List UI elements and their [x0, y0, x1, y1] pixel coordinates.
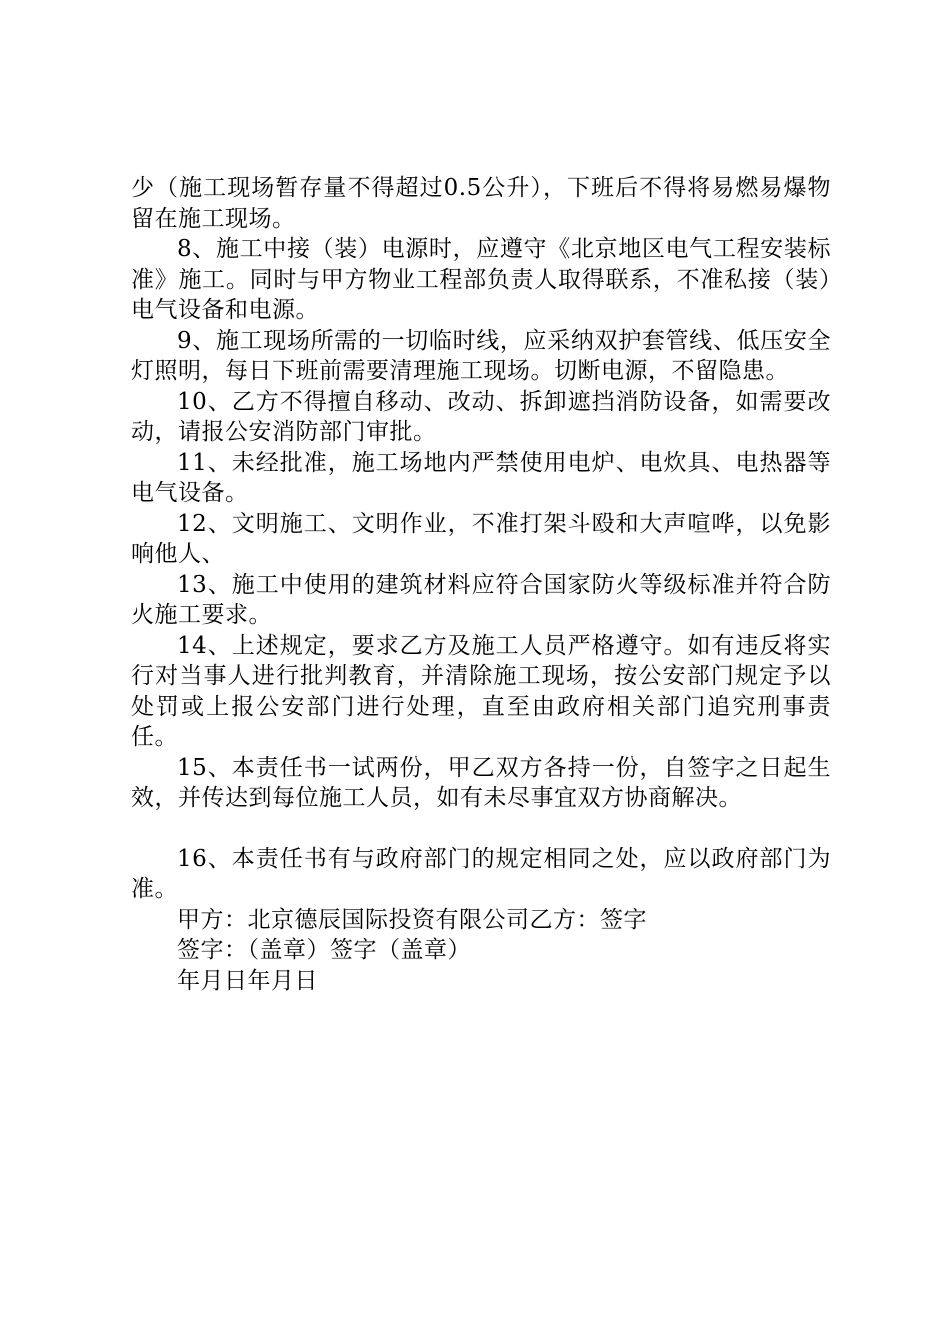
paragraph-continuation: 少（施工现场暂存量不得超过0.5公升），下班后不得将易燃易爆物留在施工现场。 — [131, 175, 831, 232]
paragraph-item-9: 9、施工现场所需的一切临时线，应采纳双护套管线、低压安全灯照明，每日下班前需要清理施工现场。切断电源，不留隐患。 — [131, 327, 831, 384]
paragraph-item-8: 8、施工中接（装）电源时，应遵守《北京地区电气工程安装标准》施工。同时与甲方物业工程部负责人取得联系，不准私接（装）电气设备和电源。 — [131, 236, 831, 323]
paragraph-item-15: 15、本责任书一试两份，甲乙双方各持一份，自签字之日起生效，并传达到每位施工人员，如有未尽事宜双方协商解决。 — [131, 754, 831, 811]
signature-date-line: 年月日年月日 — [177, 967, 318, 994]
paragraph-item-12: 12、文明施工、文明作业，不准打架斗殴和大声喧哗，以免影响他人、 — [131, 510, 831, 567]
paragraph-item-10: 10、乙方不得擅自移动、改动、拆卸遮挡消防设备，如需要改动，请报公安消防部门审批。 — [131, 388, 831, 445]
signature-party-line: 甲方：北京德辰国际投资有限公司乙方：签字 — [177, 906, 647, 933]
paragraph-item-16: 16、本责任书有与政府部门的规定相同之处，应以政府部门为准。 — [131, 845, 831, 902]
document-page — [131, 173, 831, 996]
signature-seal-line: 签字：（盖章）签字（盖章） — [177, 937, 471, 963]
paragraph-item-11: 11、未经批准，施工场地内严禁使用电炉、电炊具、电热器等电气设备。 — [131, 449, 831, 506]
paragraph-item-13: 13、施工中使用的建筑材料应符合国家防火等级标准并符合防火施工要求。 — [131, 571, 831, 628]
paragraph-item-14: 14、上述规定，要求乙方及施工人员严格遵守。如有违反将实行对当事人进行批判教育，并清除施工现场，按公安部门规定予以处罚或上报公安部门进行处理，直至由政府相关部门追究刑事责任。 — [131, 632, 831, 750]
